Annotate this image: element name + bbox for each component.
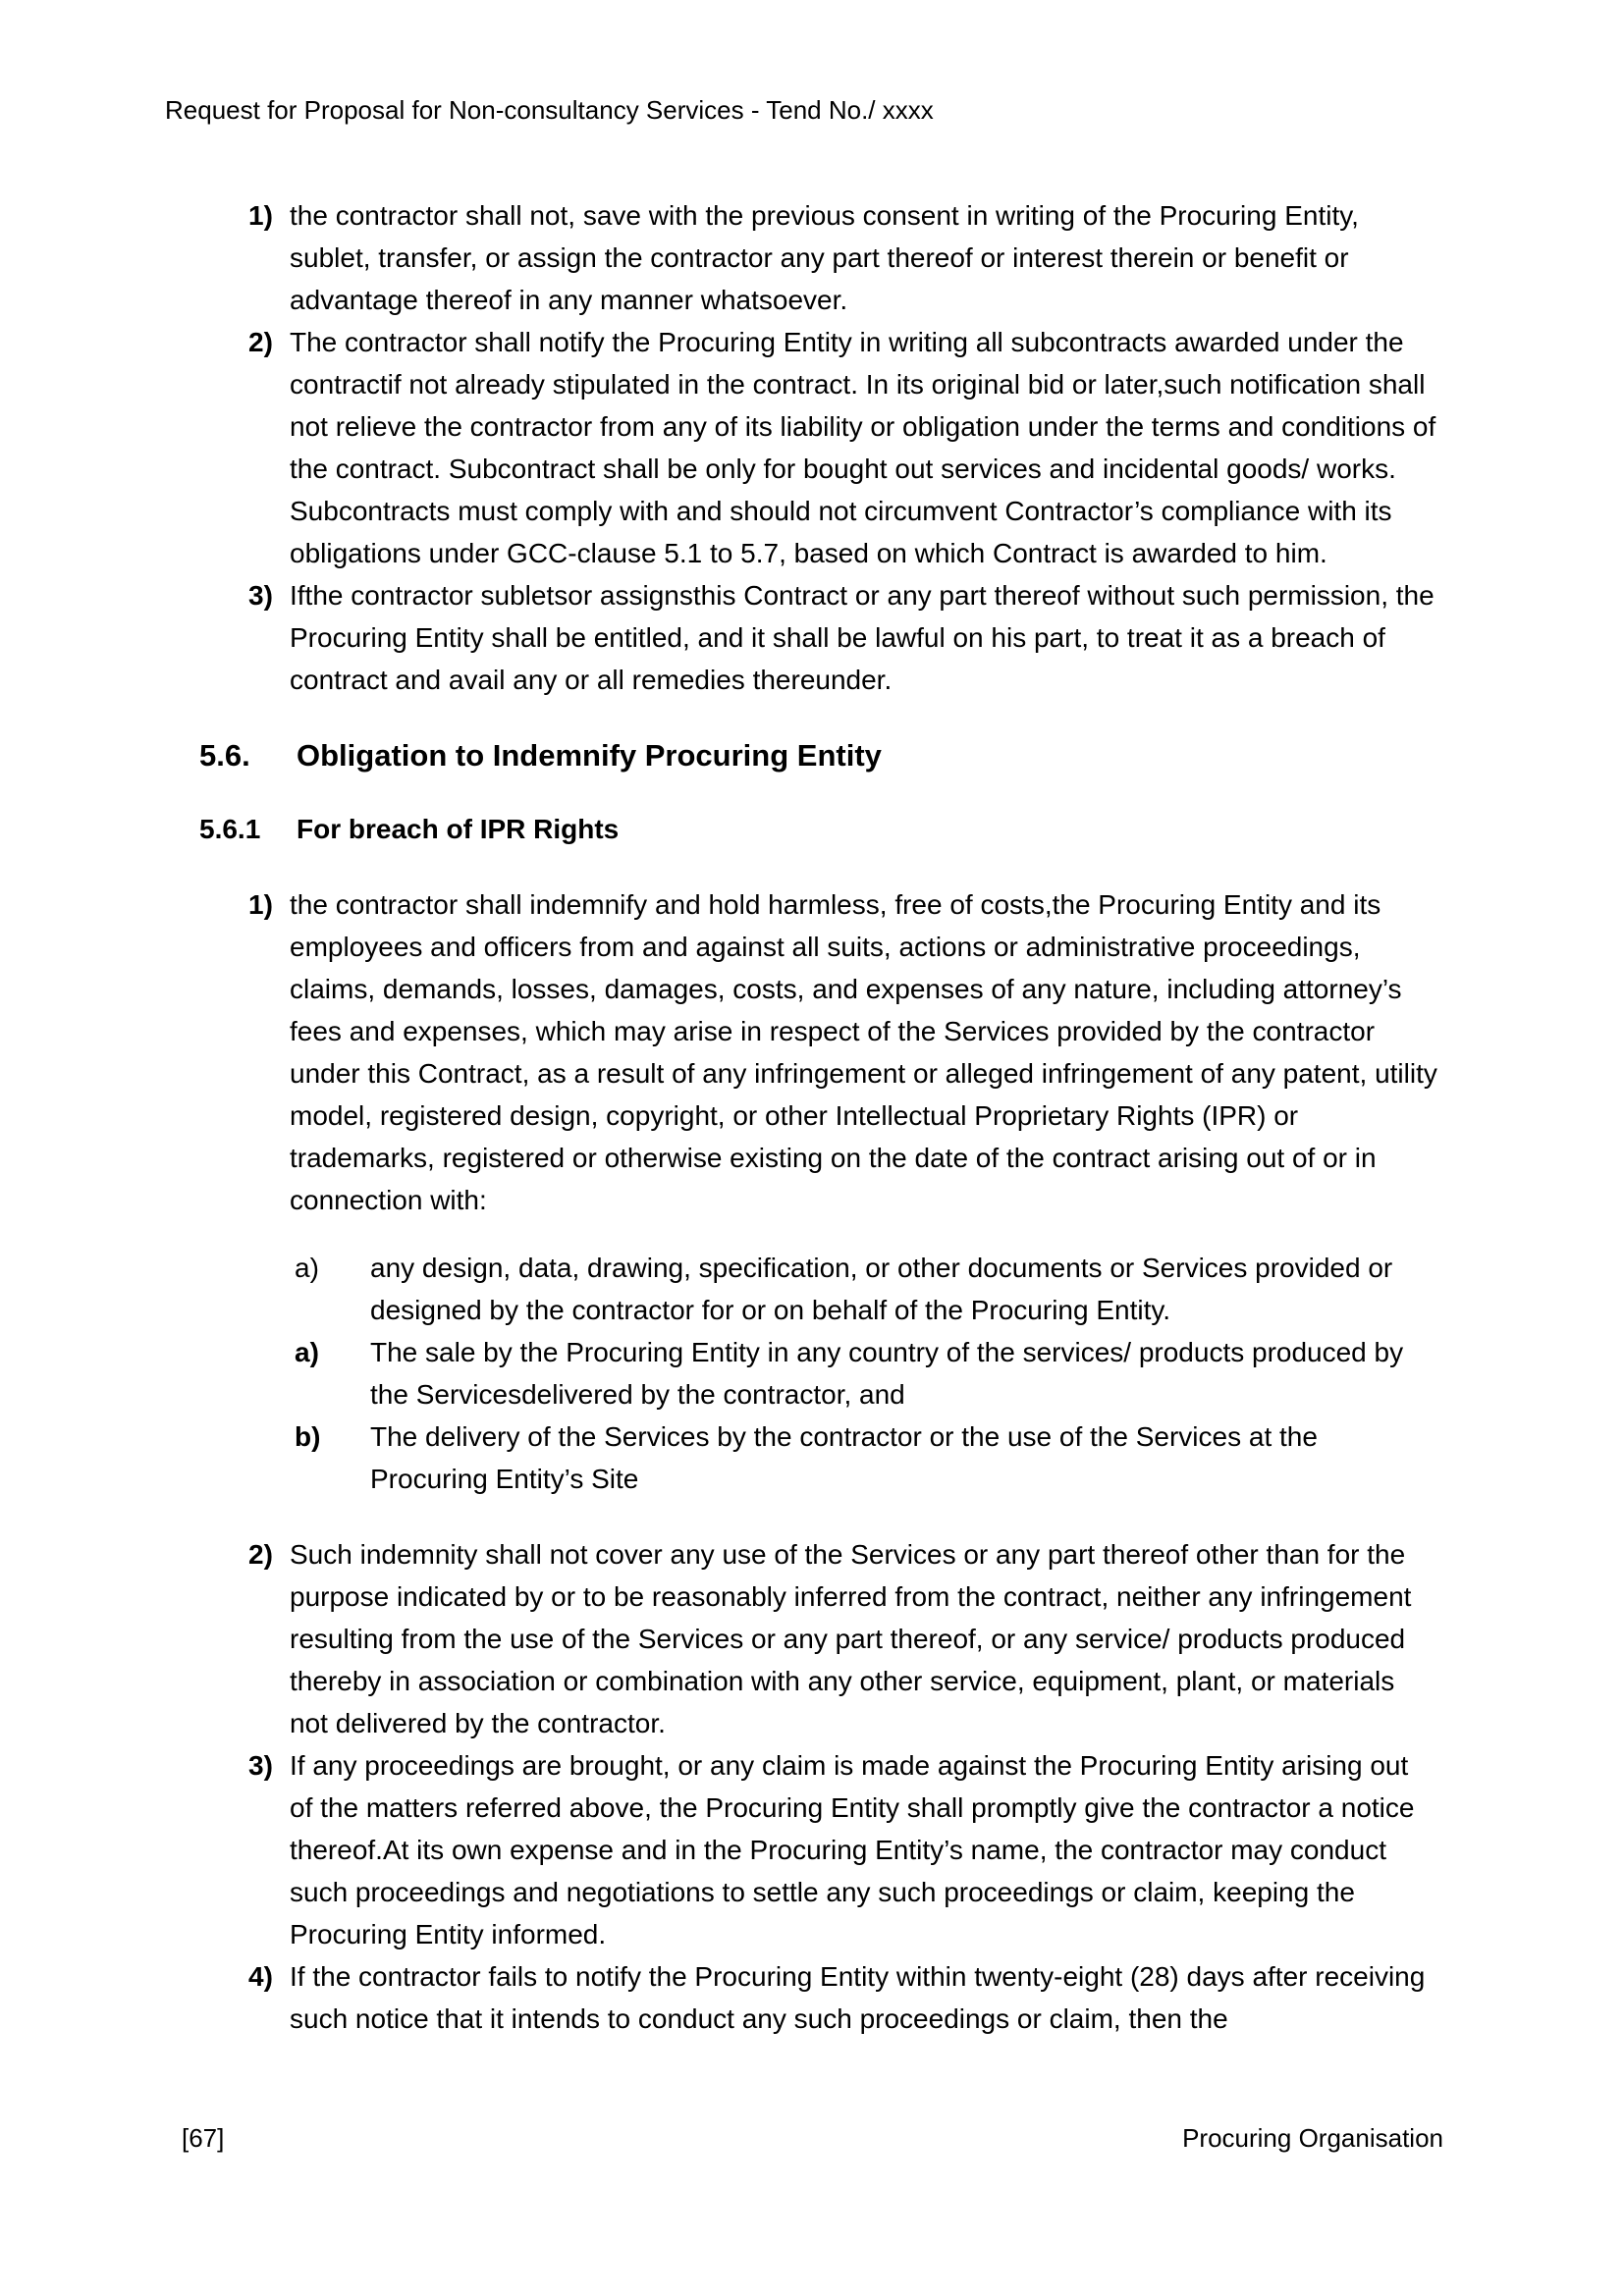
list-item-text: If the contractor fails to notify the Procuring Entity within twenty-eight (28) days after receiving such notice that it intends to conduct any such proceedings or claim, then the <box>290 1961 1426 2034</box>
list-item-text: The contractor shall notify the Procuring Entity in writing all subcontracts awarded under the contractif not already stipulated in the contract. In its original bid or later,such notification shall not relieve the contractor from any of its liability or obligation under the terms and conditions of the contract. Subcontract shall be only for bought out services and incidental goods/ works. Subcontracts must comply with and should not circumvent Contractor’s compliance with its obligations under GCC-clause 5.1 to 5.7, based on which Contract is awarded to him. <box>290 327 1436 568</box>
page-number: [67] <box>182 2123 225 2153</box>
sub-list-item-text: The sale by the Procuring Entity in any country of the services/ products produced by the Servicesdelivered by the contractor, and <box>370 1337 1404 1410</box>
list-item <box>196 574 1438 701</box>
section-heading <box>196 736 1438 775</box>
list-item-text: the contractor shall indemnify and hold harmless, free of costs,the Procuring Entity and its employees and officers from and against all suits, actions or administrative proceedings, claims, demands, losses, damages, costs, and expenses of any nature, including attorney’s fees and expenses, which may arise in respect of the Services provided by the contractor under this Contract, as a result of any infringement or alleged infringement of any patent, utility model, registered design, copyright, or other Intellectual Proprietary Rights (IPR) or trademarks, registered or otherwise existing on the date of the contract arising out of or in connection with: <box>290 889 1437 1215</box>
list-item-text: Ifthe contractor subletsor assignsthis Contract or any part thereof without such permission, the Procuring Entity shall be entitled, and it shall be lawful on his part, to treat it as a breach of contract and avail any or all remedies thereunder. <box>290 580 1435 695</box>
list-marker: 3) <box>248 1750 273 1781</box>
list-item-text: the contractor shall not, save with the previous consent in writing of the Procuring Entity, sublet, transfer, or assign the contractor any part thereof or interest therein or benefit or advantage thereof in any manner whatsoever. <box>290 200 1359 315</box>
list-item <box>196 1533 1438 1744</box>
list-marker: 2) <box>248 1539 273 1570</box>
subsection-title: For breach of IPR Rights <box>297 814 620 844</box>
subsection-heading <box>196 811 1438 848</box>
sub-list-marker: a) <box>295 1337 319 1367</box>
sub-list-marker: b) <box>295 1421 321 1452</box>
list-marker: 1) <box>248 889 273 920</box>
list-item <box>196 321 1438 574</box>
sub-list <box>196 1247 1438 1500</box>
subsection-number: 5.6.1 <box>199 814 261 844</box>
list-item <box>196 194 1438 321</box>
list-marker: 1) <box>248 200 273 231</box>
sub-list-item-text: The delivery of the Services by the contractor or the use of the Services at the Procuring Entity’s Site <box>370 1421 1318 1494</box>
page-header <box>165 94 934 126</box>
sub-list-marker: a) <box>295 1253 319 1283</box>
page-body <box>196 194 1438 2040</box>
header-title: Request for Proposal for Non-consultancy Services - Tend No./ xxxx <box>165 95 934 125</box>
section-title: Obligation to Indemnify Procuring Entity <box>297 738 882 773</box>
section-number: 5.6. <box>199 738 250 773</box>
list-item <box>196 883 1438 1221</box>
list-marker: 2) <box>248 327 273 357</box>
footer-organisation: Procuring Organisation <box>1182 2123 1443 2153</box>
sub-list-item-text: any design, data, drawing, specification, or other documents or Services provided or designed by the contractor for or on behalf of the Procuring Entity. <box>370 1253 1393 1325</box>
list-marker: 4) <box>248 1961 273 1992</box>
list-item <box>196 1744 1438 1955</box>
list-continued <box>196 1533 1438 2040</box>
list-item-text: Such indemnity shall not cover any use of the Services or any part thereof other than for the purpose indicated by or to be reasonably inferred from the contract, neither any infringement resulting from the use of the Services or any part thereof, or any service/ products produced thereby in association or combination with any other service, equipment, plant, or materials not delivered by the contractor. <box>290 1539 1412 1738</box>
list-marker: 3) <box>248 580 273 611</box>
sub-list-item <box>196 1415 1438 1500</box>
list-item-text: If any proceedings are brought, or any claim is made against the Procuring Entity arising out of the matters referred above, the Procuring Entity shall promptly give the contractor a notice thereof.At its own expense and in the Procuring Entity’s name, the contractor may conduct such proceedings and negotiations to settle any such proceedings or claim, keeping the Procuring Entity informed. <box>290 1750 1415 1949</box>
page-footer <box>182 2122 1443 2154</box>
sub-list-item <box>196 1247 1438 1331</box>
sub-list-item <box>196 1331 1438 1415</box>
list-item <box>196 1955 1438 2040</box>
